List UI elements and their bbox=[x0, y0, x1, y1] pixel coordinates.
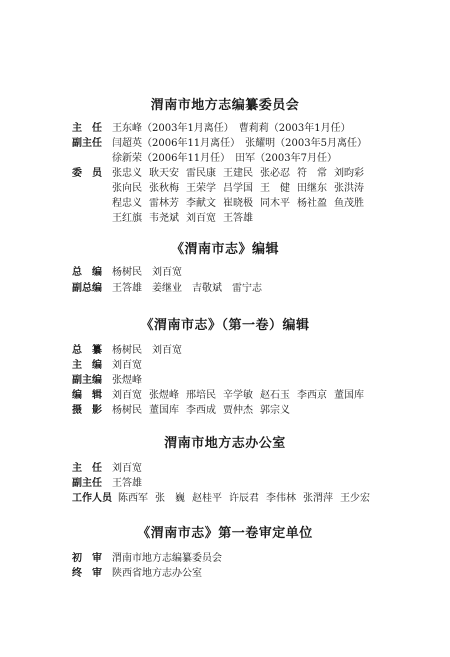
review-final-label: 终 审 bbox=[72, 568, 102, 579]
person-name: 鱼茂胜 bbox=[334, 198, 364, 209]
volume-one-editors-list bbox=[112, 389, 371, 403]
person-name: 张秋梅 bbox=[149, 183, 179, 194]
office-staff-label: 工作人员 bbox=[72, 493, 112, 504]
person-name: 赵桂平 bbox=[192, 493, 222, 504]
person-name: 韦尧斌 bbox=[149, 213, 179, 224]
editorial-deputy-names: 王答雄 姜继业 吉敬斌 雷宁志 bbox=[112, 283, 262, 294]
committee-director-names: 王东峰（2003年1月离任） 曹莉莉（2003年1月任） bbox=[112, 123, 351, 134]
person-name: 雷民康 bbox=[186, 168, 216, 179]
office-deputy-names: 王答雄 bbox=[112, 478, 142, 489]
committee-director-row bbox=[72, 122, 440, 136]
committee-members-list bbox=[112, 182, 371, 196]
person-name: 郭宗义 bbox=[260, 405, 290, 416]
person-name: 符 常 bbox=[297, 168, 327, 179]
person-name: 张 巍 bbox=[155, 493, 185, 504]
person-name: 刘百宽 bbox=[186, 213, 216, 224]
committee-members-row bbox=[72, 182, 440, 196]
volume-one-compiler-names: 杨树民 刘百宽 bbox=[112, 345, 182, 356]
person-name: 辛学敏 bbox=[223, 390, 253, 401]
person-name: 张向民 bbox=[112, 183, 142, 194]
person-name: 刘百宽 bbox=[112, 390, 142, 401]
person-name: 李伟林 bbox=[266, 493, 296, 504]
person-name: 王荣学 bbox=[186, 183, 216, 194]
person-name: 张煜峰 bbox=[149, 390, 179, 401]
person-name: 邢培民 bbox=[186, 390, 216, 401]
person-name: 李献文 bbox=[186, 198, 216, 209]
person-name: 王 健 bbox=[260, 183, 290, 194]
committee-members-list bbox=[112, 212, 260, 226]
committee-members-list bbox=[112, 167, 371, 181]
editorial-deputy-label: 副总编 bbox=[72, 283, 102, 294]
committee-members-list bbox=[112, 197, 371, 211]
person-name: 田继东 bbox=[297, 183, 327, 194]
volume-one-editors-label: 编 辑 bbox=[72, 390, 102, 401]
person-name: 张必忍 bbox=[260, 168, 290, 179]
editorial-chief-names: 杨树民 刘百宽 bbox=[112, 267, 182, 278]
office-staff-list bbox=[118, 492, 377, 506]
committee-members-label: 委 员 bbox=[72, 168, 102, 179]
review-final-org: 陕西省地方志办公室 bbox=[112, 568, 202, 579]
person-name: 赵石玉 bbox=[260, 390, 290, 401]
person-name: 李西京 bbox=[297, 390, 327, 401]
person-name: 程忠义 bbox=[112, 198, 142, 209]
person-name: 王建民 bbox=[223, 168, 253, 179]
committee-deputy-line1: 闫超英（2006年11月离任） 张耀明（2003年5月离任） bbox=[112, 138, 367, 149]
volume-one-compiler-label: 总 纂 bbox=[72, 345, 102, 356]
editorial-deputy-row bbox=[72, 282, 440, 296]
review-final-row bbox=[72, 567, 440, 581]
person-name: 崔晓极 bbox=[223, 198, 253, 209]
person-name: 张忠义 bbox=[112, 168, 142, 179]
committee-members-row bbox=[72, 212, 440, 226]
volume-one-photo-row bbox=[72, 404, 440, 418]
person-name: 张渭萍 bbox=[303, 493, 333, 504]
volume-one-title: 《渭南市志》（第一卷）编辑 bbox=[140, 318, 310, 333]
volume-one-editor-row bbox=[72, 359, 440, 373]
committee-deputy-row-2 bbox=[72, 152, 440, 166]
person-name: 王答雄 bbox=[223, 213, 253, 224]
volume-one-compiler-row bbox=[72, 344, 440, 358]
person-name: 耿天安 bbox=[149, 168, 179, 179]
person-name: 李西成 bbox=[186, 405, 216, 416]
person-name: 王少宏 bbox=[340, 493, 370, 504]
volume-one-editors-row bbox=[72, 389, 440, 403]
volume-one-assoc-names: 张煜峰 bbox=[112, 375, 142, 386]
committee-members-row bbox=[72, 197, 440, 211]
editorial-title: 《渭南市志》编辑 bbox=[170, 242, 279, 257]
volume-one-editor-label: 主 编 bbox=[72, 360, 102, 371]
committee-deputy-label: 副主任 bbox=[72, 138, 102, 149]
office-deputy-row bbox=[72, 477, 440, 491]
person-name: 刘昀彩 bbox=[334, 168, 364, 179]
committee-title: 渭南市地方志编纂委员会 bbox=[150, 98, 300, 113]
review-first-row bbox=[72, 552, 440, 566]
volume-one-assoc-row bbox=[72, 374, 440, 388]
person-name: 杨树民 bbox=[112, 405, 142, 416]
person-name: 贾仲杰 bbox=[223, 405, 253, 416]
volume-one-photo-label: 摄 影 bbox=[72, 405, 102, 416]
person-name: 许辰君 bbox=[229, 493, 259, 504]
editorial-chief-row bbox=[72, 266, 440, 280]
office-deputy-label: 副主任 bbox=[72, 478, 102, 489]
person-name: 吕学国 bbox=[223, 183, 253, 194]
person-name: 董国库 bbox=[149, 405, 179, 416]
person-name: 雷林芳 bbox=[149, 198, 179, 209]
review-title: 《渭南市志》第一卷审定单位 bbox=[137, 526, 313, 541]
office-head-names: 刘百宽 bbox=[112, 463, 142, 474]
editorial-chief-label: 总 编 bbox=[72, 267, 102, 278]
committee-members-row bbox=[72, 167, 440, 181]
volume-one-photo-list bbox=[112, 404, 297, 418]
committee-director-label: 主 任 bbox=[72, 123, 102, 134]
office-title: 渭南市地方志办公室 bbox=[164, 436, 286, 451]
volume-one-assoc-label: 副主编 bbox=[72, 375, 102, 386]
person-name: 王红旗 bbox=[112, 213, 142, 224]
office-head-row bbox=[72, 462, 440, 476]
committee-deputy-line2: 徐新荣（2006年11月任） 田军（2003年7月任） bbox=[112, 153, 337, 164]
person-name: 董国库 bbox=[334, 390, 364, 401]
office-staff-row bbox=[72, 492, 440, 506]
person-name: 张洪涛 bbox=[334, 183, 364, 194]
committee-deputy-row bbox=[72, 137, 440, 151]
review-first-label: 初 审 bbox=[72, 553, 102, 564]
volume-one-editor-names: 刘百宽 bbox=[112, 360, 142, 371]
person-name: 陈西军 bbox=[118, 493, 148, 504]
review-first-org: 渭南市地方志编纂委员会 bbox=[112, 553, 222, 564]
person-name: 杨社盈 bbox=[297, 198, 327, 209]
office-head-label: 主 任 bbox=[72, 463, 102, 474]
person-name: 同木平 bbox=[260, 198, 290, 209]
